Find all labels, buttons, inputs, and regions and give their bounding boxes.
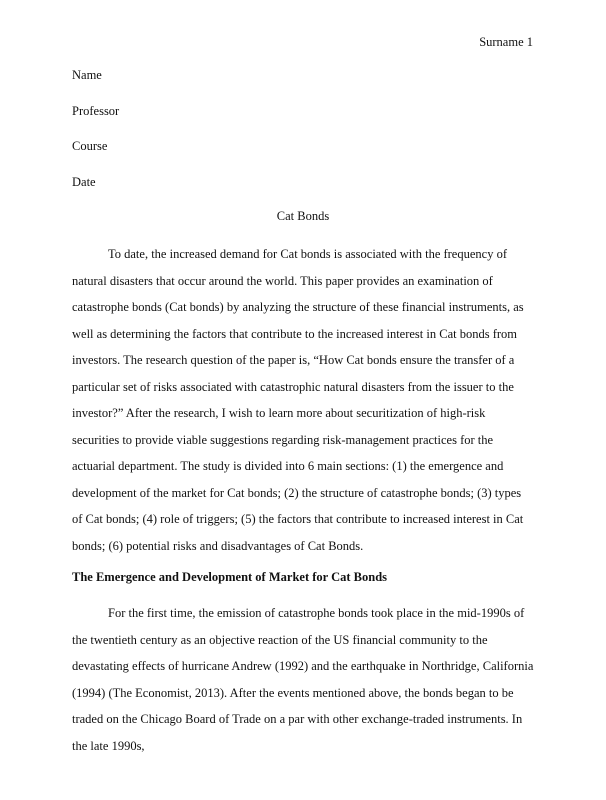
course-name: Course xyxy=(72,139,108,153)
section-paragraph-text: For the first time, the emission of catastrophe bonds took place in the mid-1990s of the twentieth century as an objective reaction of the US financial community to the devastating effects of hurricane Andrew (1992) and the earthquake in Northridge, California (1994) (The Economist, 2013). After the events mentioned above, the bonds began to be traded on the Chicago Board of Trade on a par with other exchange-traded instruments. In the late 1990s, xyxy=(72,606,534,753)
intro-paragraph xyxy=(72,241,534,559)
student-name: Name xyxy=(72,68,102,82)
professor-name: Professor xyxy=(72,104,120,118)
intro-paragraph-text: To date, the increased demand for Cat bonds is associated with the frequency of natural disasters that occur around the world. This paper provides an examination of catastrophe bonds (Cat bonds) by analyzing the structure of these financial instruments, as well as determining the factors that contribute to the increased interest in Cat bonds from investors. The research question of the paper is, “How Cat bonds ensure the transfer of a particular set of risks associated with catastrophic natural disasters from the issuer to the investor?” After the research, I wish to learn more about securitization of high-risk securities to provide viable suggestions regarding risk-management practices for the actuarial department. The study is divided into 6 main sections: (1) the emergence and development of the market for Cat bonds; (2) the structure of catastrophe bonds; (3) types of Cat bonds; (4) role of triggers; (5) the factors that contribute to increased interest in Cat bonds; (6) potential risks and disadvantages of Cat Bonds. xyxy=(72,247,524,553)
paper-title: Cat Bonds xyxy=(276,209,330,223)
date: Date xyxy=(72,175,96,189)
section-heading: The Emergence and Development of Market for Cat Bonds xyxy=(72,570,388,584)
running-head: Surname 1 xyxy=(479,35,533,49)
section-paragraph xyxy=(72,600,534,759)
